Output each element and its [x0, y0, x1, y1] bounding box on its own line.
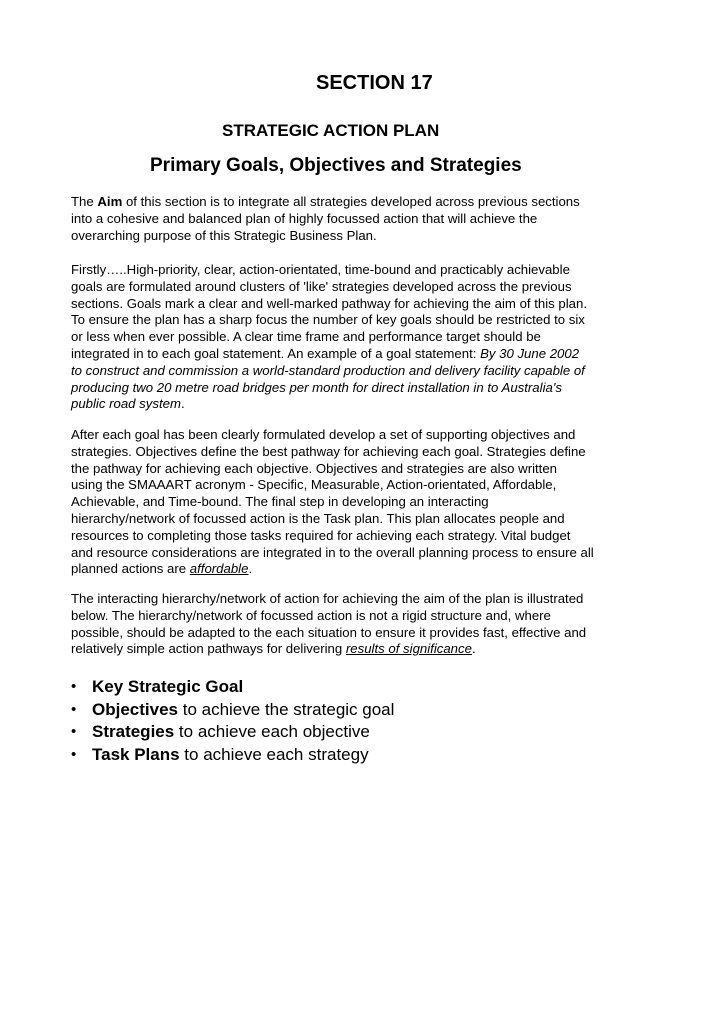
paragraph-line: integrated in to each goal statement. An example of a goal statement: By 30 June 2002 — [71, 345, 580, 361]
paragraph-line: After each goal has been clearly formulated develop a set of supporting objectives and — [71, 427, 576, 442]
list-item-text: to achieve each strategy — [179, 744, 369, 764]
goal-example-line: public road system — [71, 396, 181, 412]
bullet-icon: • — [71, 678, 77, 695]
aim-prefix: The — [71, 194, 98, 209]
list-item-bold: Key Strategic Goal — [92, 677, 244, 696]
paragraph-line: using the SMAAART acronym - Specific, Measurable, Action-orientated, Affordable, — [71, 477, 557, 493]
list-item — [71, 676, 394, 699]
paragraph-line: hierarchy/network of focussed action is the Task plan. This plan allocates people and — [71, 510, 565, 526]
paragraph-line: The Aim of this section is to integrate all strategies developed across previous sections — [71, 194, 580, 209]
objectives-paragraph — [71, 427, 671, 578]
goals-paragraph — [71, 262, 671, 413]
paragraph-line: into a cohesive and balanced plan of highly focussed action that will achieve the — [71, 210, 538, 226]
paragraph-line: planned actions are affordable. — [71, 561, 253, 577]
paragraph-line: sections. Goals mark a clear and well-marked pathway for achieving the aim of this plan. — [71, 295, 588, 311]
list-item-text: to achieve each objective — [174, 722, 370, 741]
bullet-icon: • — [71, 745, 77, 763]
action-hierarchy-list — [71, 676, 394, 766]
hierarchy-paragraph — [71, 591, 671, 658]
paragraph-line: overarching purpose of this Strategic Business Plan. — [71, 227, 377, 243]
paragraph-line: The interacting hierarchy/network of action for achieving the aim of the plan is illustrated — [71, 591, 584, 606]
goal-example-line: producing two 20 metre road bridges per month for direct installation in to Australia's — [71, 379, 562, 395]
aim-keyword: Aim — [97, 194, 123, 209]
goal-example-line: to construct and commission a world-standard production and delivery facility capable of — [71, 362, 585, 378]
aim-paragraph — [71, 194, 671, 244]
affordable-emphasis: affordable — [189, 561, 249, 577]
section-subtitle-text: Primary Goals, Objectives and Strategies — [150, 155, 522, 176]
list-item-bold: Task Plans — [92, 744, 180, 764]
section-number-text: SECTION 17 — [316, 72, 433, 94]
bullet-icon: • — [71, 700, 77, 718]
paragraph-line: or less when ever possible. A clear time frame and performance target should be — [71, 329, 541, 345]
paragraph-line: public road system. — [71, 396, 185, 412]
paragraph-line: Firstly…..High-priority, clear, action-orientated, time-bound and practicably achievable — [71, 262, 570, 277]
list-item — [71, 699, 394, 722]
bullet-icon: • — [71, 723, 77, 740]
results-emphasis: results of significance — [345, 641, 472, 657]
list-item-bold: Strategies — [92, 722, 175, 741]
paragraph-line: strategies. Objectives define the best pathway for achieving each goal. Strategies define — [71, 443, 586, 459]
paragraph-line: the pathway for achieving each objective. Objectives and strategies are also written — [71, 460, 558, 476]
paragraph-line: goals are formulated around clusters of 'like' strategies developed across the previous — [71, 278, 572, 294]
list-item — [71, 721, 394, 744]
paragraph-line: below. The hierarchy/network of focussed action is not a rigid structure and, where — [71, 607, 551, 623]
paragraph-line: and resource considerations are integrated in to the overall planning process to ensure all — [71, 544, 594, 560]
list-item — [71, 744, 394, 767]
goal-example-start: By 30 June 2002 — [480, 345, 580, 361]
list-item-bold: Objectives — [92, 699, 178, 719]
list-item-text: to achieve the strategic goal — [178, 699, 395, 719]
paragraph-line: Achievable, and Time-bound. The final step in developing an interacting — [71, 494, 489, 510]
paragraph-line: possible, should be adapted to the each situation to ensure it provides fast, effective and — [71, 624, 587, 640]
paragraph-line: To ensure the plan has a sharp focus the number of key goals should be restricted to six — [71, 312, 585, 328]
section-title-text: STRATEGIC ACTION PLAN — [222, 121, 440, 140]
paragraph-line: relatively simple action pathways for delivering results of significance. — [71, 641, 476, 657]
paragraph-line: resources to completing those tasks required for achieving each strategy. Vital budget — [71, 527, 571, 543]
